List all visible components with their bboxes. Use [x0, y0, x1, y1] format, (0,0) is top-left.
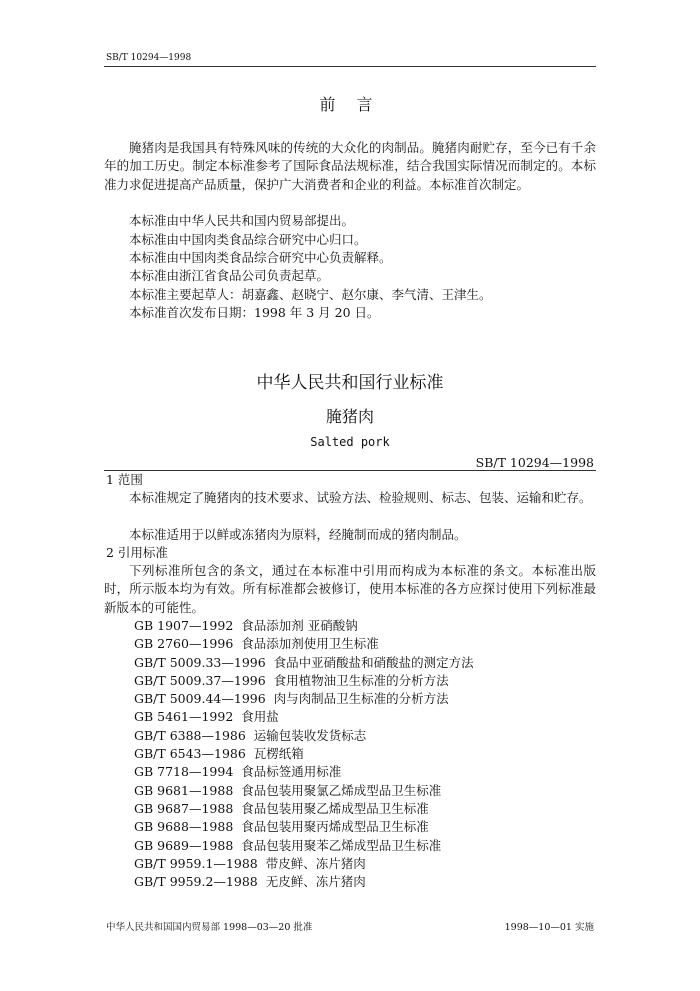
reference-item — [134, 635, 379, 653]
foreword-paragraph: 腌猪肉是我国具有特殊风味的传统的大众化的肉制品。腌猪肉耐贮存，至今已有千余年的加工历史。制定本标准参考了国际食品法规标准，结合我国实际情况而制定的。本标准力求促进提高产品质量，保护广大消费者和企业的利益。本标准首次制定。 — [104, 140, 596, 192]
foreword-line: 本标准由中华人民共和国内贸易部提出。 — [129, 213, 355, 228]
reference-code: GB 9688—1988 — [134, 819, 234, 834]
scope-paragraph-1: 本标准规定了腌猪肉的技术要求、试验方法、检验规则、标志、包装、运输和贮存。 — [129, 490, 592, 505]
reference-title: 食品标签通用标准 — [241, 764, 342, 779]
reference-item — [134, 873, 366, 891]
foreword-line: 本标准由中国肉类食品综合研究中心归口。 — [129, 232, 367, 247]
reference-item — [134, 708, 279, 726]
references-intro: 下列标准所包含的条文，通过在本标准中引用而构成为本标准的条文。本标准出版时，所示版本均为有效。所有标准都会被修订，使用本标准的各方应探讨使用下列标准最新版本的可能性。 — [104, 563, 596, 615]
reference-title: 运输包装收发货标志 — [253, 728, 367, 743]
foreword-line: 本标准主要起草人：胡嘉鑫、赵晓宁、赵尔康、李气清、王津生。 — [129, 287, 492, 302]
reference-code: GB 5461—1992 — [134, 709, 234, 724]
body-rule — [104, 470, 596, 471]
reference-code: GB/T 6388—1986 — [134, 728, 246, 743]
foreword-line: 本标准由中国肉类食品综合研究中心负责解释。 — [129, 250, 392, 265]
reference-item — [134, 654, 474, 672]
reference-title: 食品包装用聚丙烯成型品卫生标准 — [241, 819, 429, 834]
reference-code: GB 9689—1988 — [134, 838, 234, 853]
reference-item — [134, 855, 366, 873]
reference-item — [134, 617, 358, 635]
reference-title: 食品包装用聚苯乙烯成型品卫生标准 — [241, 838, 442, 853]
section-heading-references: 2 引用标准 — [106, 545, 168, 560]
reference-title: 食品中亚硝酸盐和硝酸盐的测定方法 — [273, 655, 474, 670]
footer-approval: 中华人民共和国国内贸易部 1998—03—20 批准 — [106, 922, 313, 933]
reference-item — [134, 727, 366, 745]
reference-code: GB/T 6543—1986 — [134, 746, 246, 761]
reference-code: GB/T 5009.37—1996 — [134, 673, 266, 688]
section-heading-scope: 1 范围 — [106, 472, 143, 487]
reference-code: GB 7718—1994 — [134, 764, 234, 779]
reference-item — [134, 782, 441, 800]
reference-item — [134, 818, 429, 836]
reference-item — [134, 837, 441, 855]
header-rule — [104, 66, 596, 67]
foreword-line: 本标准由浙江省食品公司负责起草。 — [129, 268, 330, 283]
footer-implementation: 1998—10—01 实施 — [504, 922, 594, 933]
reference-code: GB/T 9959.2—1988 — [134, 874, 258, 889]
reference-title: 肉与肉制品卫生标准的分析方法 — [273, 691, 449, 706]
standard-code: SB/T 10294—1998 — [475, 455, 594, 470]
foreword-line: 本标准首次发布日期：1998 年 3 月 20 日。 — [129, 305, 380, 320]
reference-item — [134, 690, 449, 708]
reference-title: 食品添加剂使用卫生标准 — [241, 636, 379, 651]
reference-title: 食用植物油卫生标准的分析方法 — [273, 673, 449, 688]
scope-paragraph-2: 本标准适用于以鲜或冻猪肉为原料，经腌制而成的猪肉制品。 — [129, 527, 467, 542]
reference-title: 带皮鲜、冻片猪肉 — [265, 856, 366, 871]
reference-title: 食品添加剂 亚硝酸钠 — [241, 618, 358, 633]
reference-code: GB 1907—1992 — [134, 618, 234, 633]
reference-code: GB 9687—1988 — [134, 801, 234, 816]
product-title-en: Salted pork — [310, 435, 390, 449]
reference-item — [134, 800, 429, 818]
reference-item — [134, 763, 341, 781]
reference-item — [134, 745, 304, 763]
foreword-title: 前 言 — [319, 95, 381, 114]
reference-item — [134, 672, 449, 690]
reference-title: 食品包装用聚乙烯成型品卫生标准 — [241, 801, 429, 816]
reference-code: GB 2760—1996 — [134, 636, 234, 651]
reference-code: GB/T 5009.44—1996 — [134, 691, 266, 706]
header-standard-code: SB/T 10294—1998 — [106, 53, 192, 63]
standard-org-title: 中华人民共和国行业标准 — [256, 373, 444, 393]
product-title-cn: 腌猪肉 — [325, 407, 374, 426]
reference-title: 食用盐 — [241, 709, 279, 724]
reference-code: GB/T 5009.33—1996 — [134, 655, 266, 670]
reference-title: 无皮鲜、冻片猪肉 — [265, 874, 366, 889]
reference-code: GB/T 9959.1—1988 — [134, 856, 258, 871]
reference-title: 食品包装用聚氯乙烯成型品卫生标准 — [241, 783, 442, 798]
reference-title: 瓦楞纸箱 — [253, 746, 304, 761]
reference-code: GB 9681—1988 — [134, 783, 234, 798]
